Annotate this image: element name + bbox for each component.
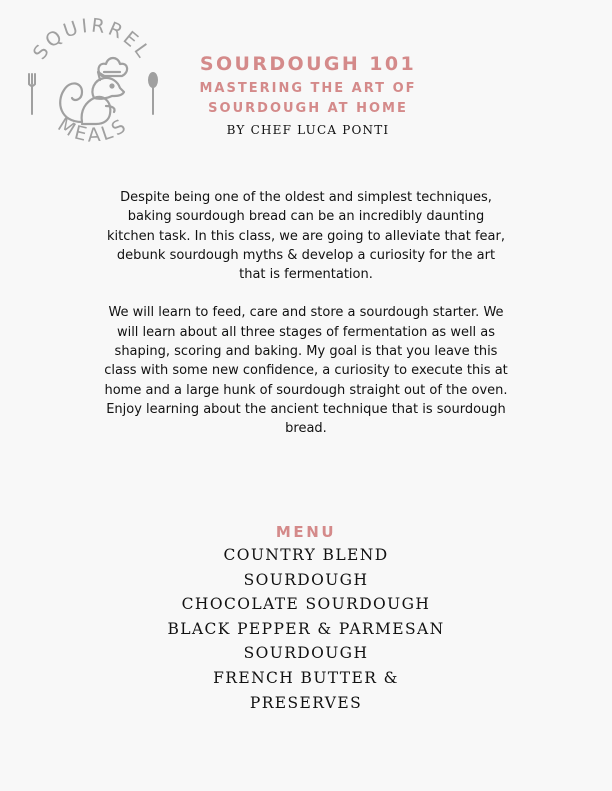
- text-line: kitchen task. In this class, we are going to alleviate that fear,: [107, 228, 505, 244]
- logo-graphic: [16, 10, 166, 160]
- menu-item: SOURDOUGH: [243, 644, 369, 663]
- text-line: that is fermentation.: [239, 267, 373, 283]
- page-header: [190, 52, 426, 138]
- author-byline: BY CHEF LUCA PONTI: [226, 123, 390, 137]
- text-line: class with some new confidence, a curiosity to execute this at: [104, 363, 508, 379]
- fork-icon: [29, 74, 35, 114]
- intro-paragraph-1: [86, 188, 526, 284]
- subtitle-line: MASTERING THE ART OF: [199, 81, 417, 96]
- menu-item: FRENCH BUTTER &: [213, 668, 399, 687]
- menu-title: MENU: [275, 523, 337, 541]
- text-line: bread.: [285, 421, 327, 437]
- menu-item: BLACK PEPPER & PARMESAN: [167, 619, 445, 638]
- intro-paragraph-2: [86, 303, 526, 438]
- menu-section: [156, 522, 456, 715]
- text-line: Despite being one of the oldest and simplest techniques,: [120, 190, 492, 205]
- page-title: SOURDOUGH 101: [199, 53, 417, 75]
- menu-item: COUNTRY BLEND: [223, 546, 389, 564]
- menu-item: PRESERVES: [249, 693, 363, 712]
- text-line: Enjoy learning about the ancient technique that is sourdough: [106, 401, 506, 417]
- spoon-icon: [149, 73, 157, 114]
- logo-bottom-text: MEALS: [53, 113, 133, 147]
- squirrel-meals-logo: [16, 10, 166, 160]
- text-line: will learn about all three stages of fermentation as well as: [116, 324, 496, 340]
- text-line: baking sourdough bread can be an incredibly daunting: [127, 209, 485, 225]
- svg-text:MEALS: [54, 114, 132, 147]
- menu-list: [156, 543, 456, 715]
- page-subtitle: [190, 79, 426, 119]
- subtitle-line: SOURDOUGH AT HOME: [208, 101, 408, 116]
- text-line: debunk sourdough myths & develop a curiosity for the art: [116, 247, 496, 263]
- text-line: home and a large hunk of sourdough straight out of the oven.: [104, 382, 508, 398]
- text-line: shaping, scoring and baking. My goal is that you leave this: [114, 344, 498, 360]
- svg-text:SQUIRREL: [29, 15, 155, 64]
- text-line: We will learn to feed, care and store a sourdough starter. We: [108, 305, 504, 321]
- menu-item: SOURDOUGH: [243, 570, 369, 589]
- logo-top-text: SQUIRREL: [28, 14, 156, 64]
- class-description: [86, 188, 526, 439]
- menu-item: CHOCOLATE SOURDOUGH: [181, 595, 431, 614]
- squirrel-chef-icon: [60, 58, 127, 124]
